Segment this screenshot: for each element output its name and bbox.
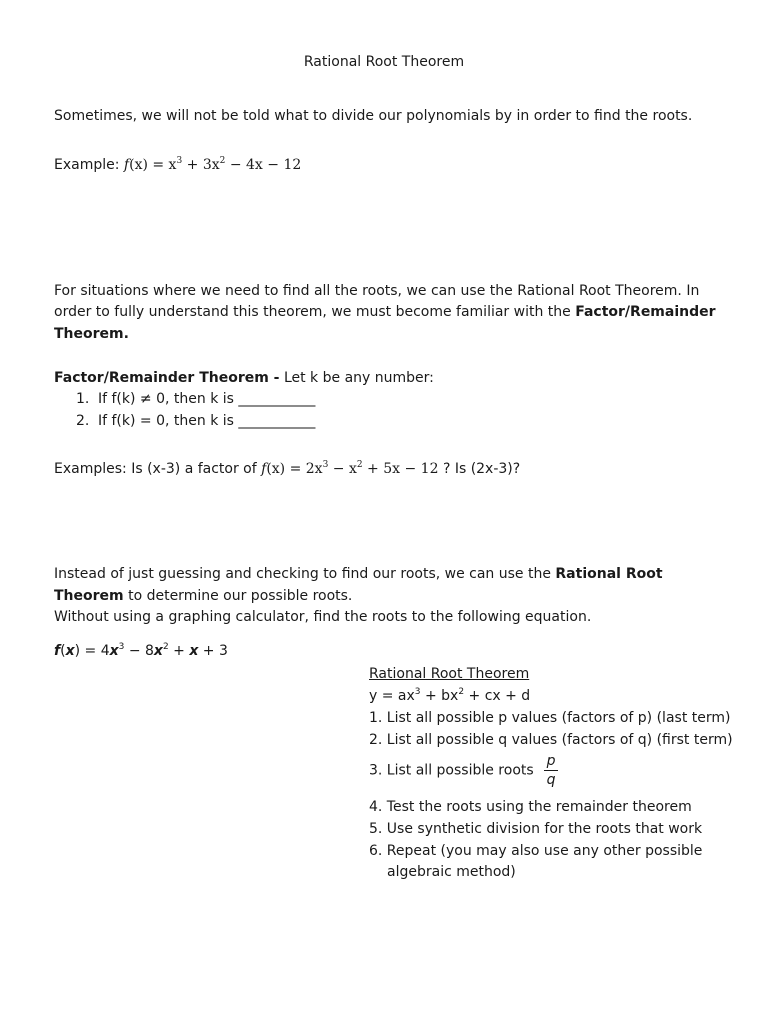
frt-item: 1. If f(k) ≠ 0, then k is ___________ (76, 391, 316, 407)
rr-step: 2. List all possible q values (factors of q) (first term) (369, 732, 733, 748)
para3-line2: Theorem to determine our possible roots. (54, 588, 353, 604)
example-line (54, 151, 301, 175)
frt-heading: Factor/Remainder Theorem - Let k be any number: (54, 370, 434, 386)
rr-step-continued: algebraic method) (387, 864, 516, 880)
para2-line3: Theorem. (54, 326, 129, 342)
para2-line2: order to fully understand this theorem, we must become familiar with the Factor/Remainder (54, 304, 716, 320)
example-label: Example: (54, 157, 120, 173)
rr-step: 6. Repeat (you may also use any other possible (369, 843, 703, 859)
para3-line1: Instead of just guessing and checking to find our roots, we can use the Rational Root (54, 566, 663, 582)
examples-equation: $f(x) = 2x^3 - x^2 + 5x - 12$ (261, 460, 439, 477)
rr-step: 1. List all possible p values (factors of p) (last term) (369, 710, 731, 726)
rr-step: 4. Test the roots using the remainder theorem (369, 799, 692, 815)
page-title: Rational Root Theorem (303, 54, 465, 70)
examples-line: Examples: Is (x-3) a factor of $f(x) = 2x^3 - x^2 + 5x - 12$ ? Is (2x-3)? (54, 460, 521, 477)
p-over-q-fraction: $\frac{p}{q}$ (544, 753, 558, 788)
rr-box-title: Rational Root Theorem (369, 666, 530, 682)
rr-step: 5. Use synthetic division for the roots that work (369, 821, 703, 837)
main-equation: $f(x) = 4x^3 - 8x^2 + x + 3$ (54, 642, 228, 659)
rr-formula: $y = ax^3 + bx^2$ + cx + d (369, 687, 531, 704)
example-equation: $f(x) = x^3 + 3x^2 - 4x - 12$ (123, 156, 302, 173)
para3-line3: Without using a graphing calculator, find the roots to the following equation. (54, 609, 592, 625)
frt-item: 2. If f(k) = 0, then k is ___________ (76, 413, 316, 429)
para2-line1: For situations where we need to find all the roots, we can use the Rational Root Theorem. In (54, 283, 700, 299)
intro-text: Sometimes, we will not be told what to divide our polynomials by in order to find the roots. (54, 108, 693, 124)
rr-step: 3. List all possible roots $\frac{p}{q}$ (369, 753, 558, 788)
